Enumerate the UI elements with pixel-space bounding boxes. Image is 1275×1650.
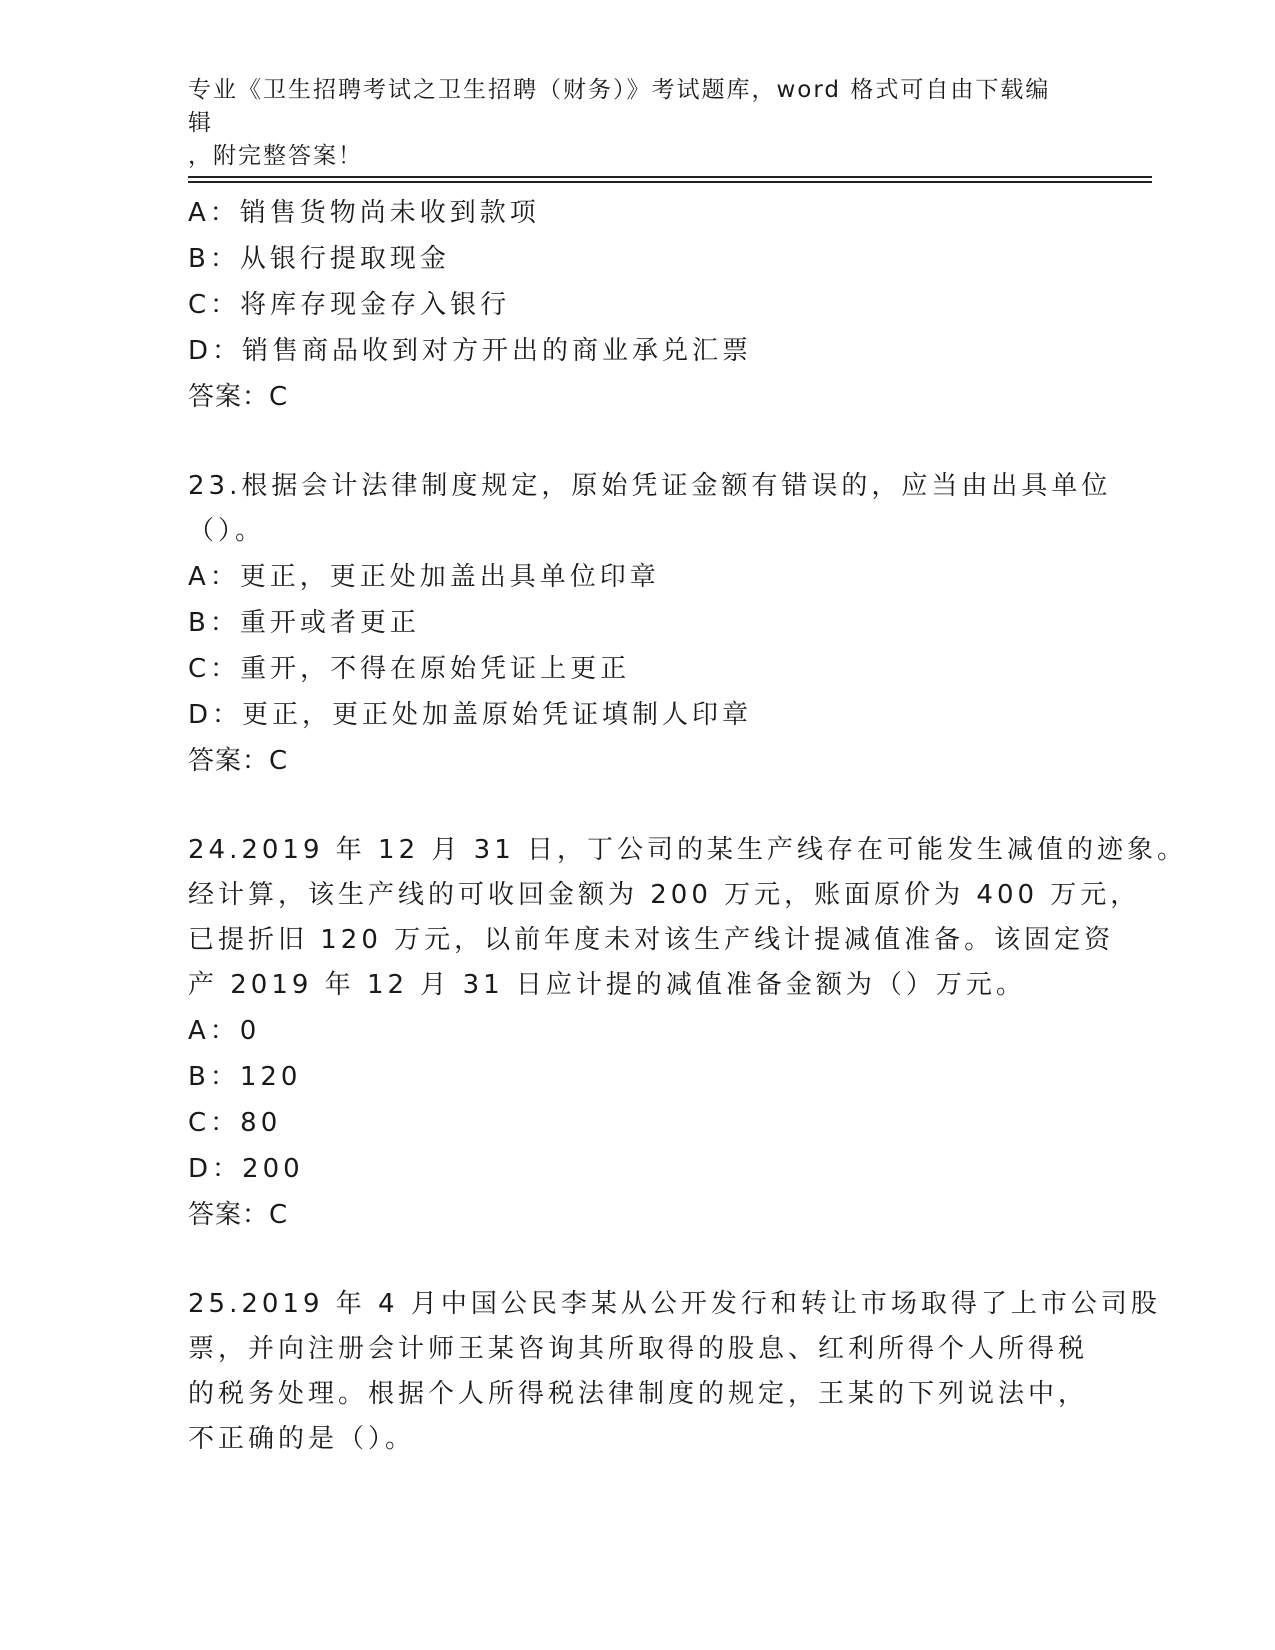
question-25 [188, 1282, 1161, 1462]
stem-line: 24.2019 年 12 月 31 日，丁公司的某生产线存在可能发生减值的迹象。 [188, 835, 1188, 865]
stem-line: 产 2019 年 12 月 31 日应计提的减值准备金额为（）万元。 [188, 970, 1026, 1000]
question-stem [188, 1282, 1161, 1462]
stem-line: 23.根据会计法律制度规定，原始凭证金额有错误的，应当由出具单位 [188, 471, 1112, 501]
option-c: C：80 [188, 1108, 282, 1138]
header-line-2: ，附完整答案！ [188, 143, 363, 169]
stem-line: 不正确的是（）。 [188, 1424, 416, 1454]
option-d: D：200 [188, 1154, 304, 1184]
spacer [188, 784, 1088, 828]
answer: 答案：C [188, 382, 289, 412]
stem-line: 的税务处理。根据个人所得税法律制度的规定，王某的下列说法中， [188, 1379, 1089, 1409]
question-22 [188, 190, 1088, 420]
option-d: D：更正，更正处加盖原始凭证填制人印章 [188, 700, 753, 730]
stem-line: （）。 [188, 516, 266, 546]
question-24 [188, 828, 1188, 1238]
stem-line: 25.2019 年 4 月中国公民李某从公开发行和转让市场取得了上市公司股 [188, 1289, 1161, 1319]
option-a: A：更正，更正处加盖出具单位印章 [188, 562, 660, 592]
question-23 [188, 464, 1112, 784]
answer: 答案：C [188, 1200, 289, 1230]
stem-line: 经计算，该生产线的可收回金额为 200 万元，账面原价为 400 万元， [188, 880, 1141, 910]
option-c: C：将库存现金存入银行 [188, 290, 511, 320]
option-a: A：销售货物尚未收到款项 [188, 198, 540, 228]
option-b: B：从银行提取现金 [188, 244, 450, 274]
stem-line: 票，并向注册会计师王某咨询其所取得的股息、红利所得个人所得税 [188, 1334, 1089, 1364]
header-divider [188, 176, 1152, 183]
spacer [188, 420, 1088, 464]
spacer [188, 1238, 1088, 1282]
option-d: D：销售商品收到对方开出的商业承兑汇票 [188, 336, 753, 366]
document-header [188, 74, 1068, 173]
header-line-1: 专业《卫生招聘考试之卫生招聘（财务）》考试题库，word 格式可自由下载编辑 [188, 77, 1051, 136]
option-b: B：重开或者更正 [188, 608, 420, 638]
question-stem [188, 464, 1112, 554]
answer: 答案：C [188, 746, 289, 776]
option-a: A：0 [188, 1016, 261, 1046]
option-c: C：重开，不得在原始凭证上更正 [188, 654, 631, 684]
question-content [188, 190, 1188, 1462]
stem-line: 已提折旧 120 万元，以前年度未对该生产线计提减值准备。该固定资 [188, 925, 1115, 955]
option-b: B：120 [188, 1062, 302, 1092]
question-stem [188, 828, 1188, 1008]
